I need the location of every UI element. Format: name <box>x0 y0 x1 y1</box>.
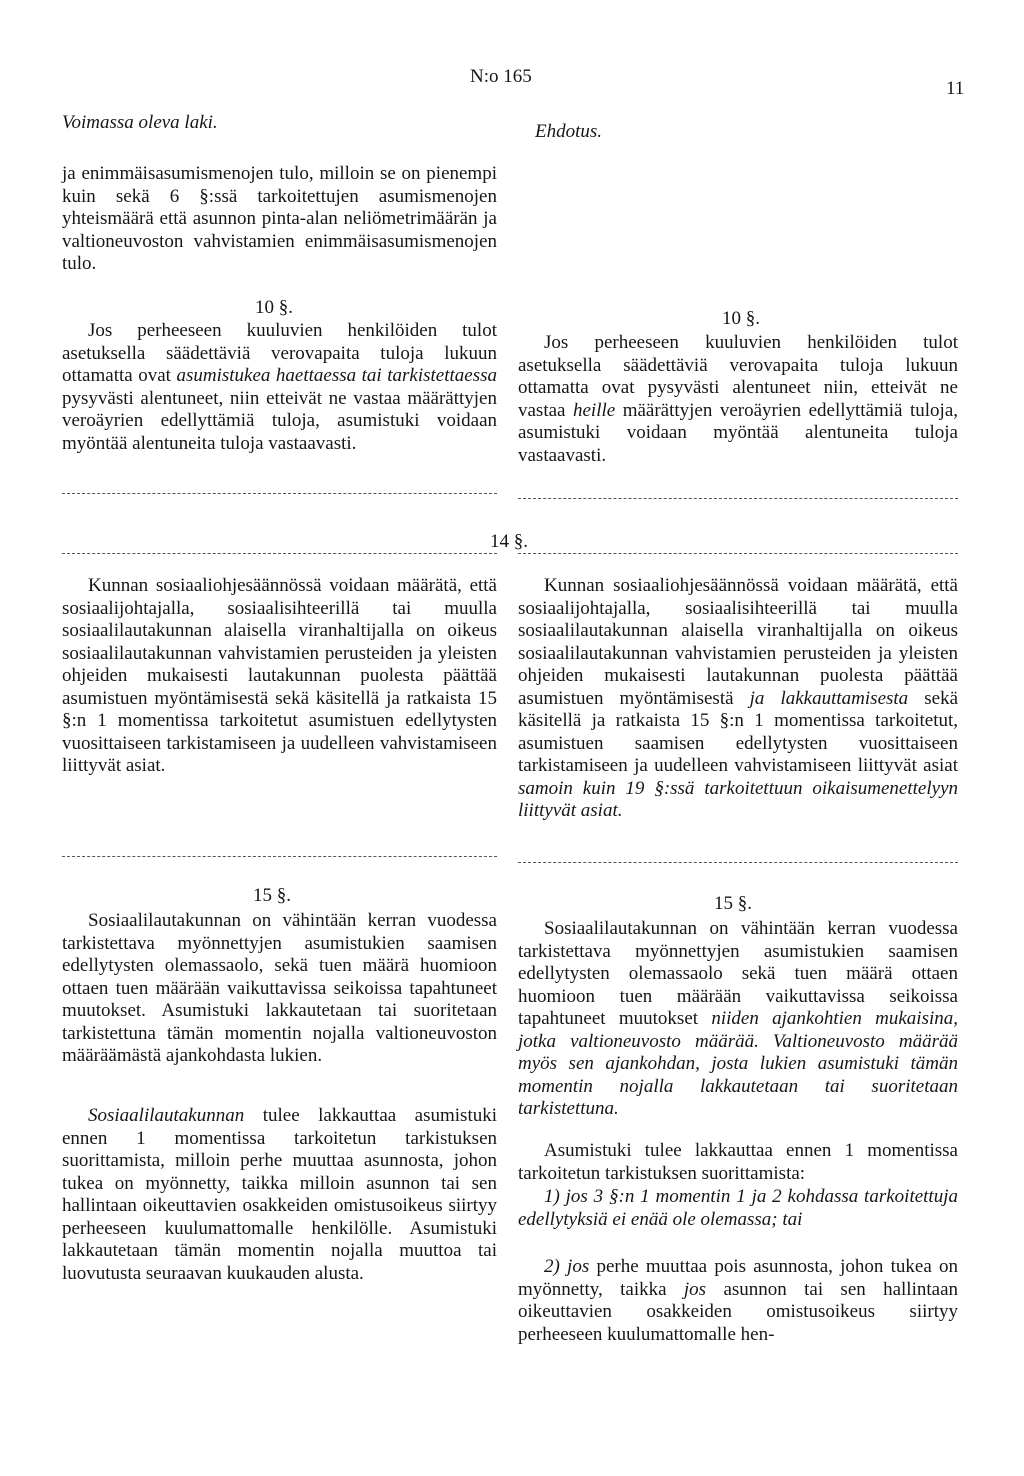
page-number: 11 <box>946 78 965 99</box>
left-intro-paragraph: ja enimmäisasumismenojen tulo, milloin se on pienempi kuin sekä 6 §:ssä tarkoitettujen asumismenojen yhteismäärä että asunnon pinta-alan neliömetrimäärän ja valtioneuvoston vahvistamien enimmäisasumismenojen tulo. <box>62 163 497 274</box>
section-14-title: 14 §. <box>490 531 528 552</box>
right-divider <box>518 498 958 499</box>
right-section-15-paragraph-1: Sosiaalilautakunnan on vähintään kerran vuodessa tarkistettava myönnettyjen asumistukien saamisen edellytysten olemassaolo sekä tuen määrä ottaen huomioon tuen määrään vaikuttavissa seikoissa tapahtuneet muutokset niiden ajankohtien mukaisina, jotka valtioneuvosto määrää. Valtioneuvosto määrää myös sen ajankohdan, josta lukien asumistuki tämän momentin nojalla lakkautetaan tai suoritetaan tarkistettuna. <box>518 918 959 1119</box>
right-section-14-text: Kunnan sosiaaliohjesäännössä voidaan määrätä, että sosiaalijohtajalla, sosiaalisihteerillä tai muulla sosiaalilautakunnan alaisella viranhaltijalla on oikeus sosiaalilautakunnan vahvistamien perusteiden ja yleisten ohjeiden mukaisesti lautakunnan puolesta päättää asumistuen myöntämisestä ja lakkauttamisesta sekä käsitellä ja ratkaista 15 §:n 1 momentissa tarkoitetut, asumistuen saamisen edellytysten vuosittaiseen tarkistamiseen ja uudelleen vahvistamiseen liittyvät asiat samoin kuin 19 §:ssä tarkoitettuun oikaisumenettelyyn liittyvät asiat. <box>518 575 959 821</box>
right-divider <box>518 553 958 554</box>
document-number: N:o 165 <box>470 66 532 87</box>
left-section-15-title: 15 §. <box>253 885 291 906</box>
left-divider <box>62 553 497 554</box>
left-section-15-paragraph-1: Sosiaalilautakunnan on vähintään kerran vuodessa tarkistettava myönnettyjen asumistukien saamisen edellytysten olemassaolo, sekä tuen määrä huomioon ottaen tuen määrään vaikuttavissa seikoissa tapahtuneet muutokset. Asumistuki lakkautetaan tai suoritetaan tarkistettuna tämän momentin nojalla valtioneuvoston määräämästä ajankohdasta lukien. <box>62 910 497 1066</box>
right-section-15-title: 15 §. <box>714 893 752 914</box>
right-section-15-item-2: 2) jos perhe muuttaa pois asunnosta, johon tukea on myönnetty, taikka jos asunnon tai sen hallintaan oikeuttavien osakkeiden omistusoikeus siirtyy perheeseen kuulumattomalle hen- <box>518 1256 959 1345</box>
left-divider <box>62 493 497 494</box>
right-divider <box>518 862 958 863</box>
right-section-15-item-1: 1) jos 3 §:n 1 momentin 1 ja 2 kohdassa tarkoitettuja edellytyksiä ei enää ole olemassa; tai <box>518 1186 958 1230</box>
left-column-heading: Voimassa oleva laki. <box>62 112 218 133</box>
left-section-15-paragraph-2: Sosiaalilautakunnan tulee lakkauttaa asumistuki ennen 1 momentissa tarkoitetun tarkistuksen suorittamista, milloin perhe muuttaa asunnosta, johon tukea on myönnetty, taikka milloin asunnon tai sen hallintaan oikeuttavien osakkeiden omistusoikeus siirtyy perheeseen kuulumattomalle henkilölle. Asumistuki lakkautetaan tämän momentin nojalla muuttoa tai luovutusta seuraavan kuukauden alusta. <box>62 1105 497 1284</box>
right-section-15-paragraph-2: Asumistuki tulee lakkauttaa ennen 1 momentissa tarkoitetun tarkistuksen suorittamista: <box>518 1140 958 1184</box>
right-section-10-text: Jos perheeseen kuuluvien henkilöiden tulot asetuksella säädettäviä verovapaita tuloja lukuun ottamatta ovat pysyvästi alentuneet niin, etteivät ne vastaa heille määrättyjen veroäyrien edellyttämiä tuloja, asumistuki voidaan myöntää alentuneita tuloja vastaavasti. <box>518 332 959 466</box>
left-section-10-text: Jos perheeseen kuuluvien henkilöiden tulot asetuksella säädettäviä verovapaita tuloja lukuun ottamatta ovat asumistukea haettaessa tai tarkistettaessa pysyvästi alentuneet, niin etteivät ne vastaa määrättyjen veroäyrien edellyttämiä tuloja, asumistuki voidaan myöntää alentuneita tuloja vastaavasti. <box>62 320 498 454</box>
left-divider <box>62 856 497 857</box>
left-section-10-title: 10 §. <box>255 297 293 318</box>
right-section-10-title: 10 §. <box>722 308 760 329</box>
right-column-heading: Ehdotus. <box>535 121 603 142</box>
left-section-14-text: Kunnan sosiaaliohjesäännössä voidaan määrätä, että sosiaalijohtajalla, sosiaalisihteerillä tai muulla sosiaalilautakunnan alaisella viranhaltijalla on oikeus sosiaalilautakunnan vahvistamien perusteiden ja yleisten ohjeiden mukaisesti lautakunnan puolesta päättää asumistuen myöntämisestä sekä käsitellä ja ratkaista 15 §:n 1 momentissa tarkoitetut asumistuen edellytysten vuosittaiseen tarkistamiseen ja uudelleen vahvistamiseen liittyvät asiat. <box>62 575 497 776</box>
